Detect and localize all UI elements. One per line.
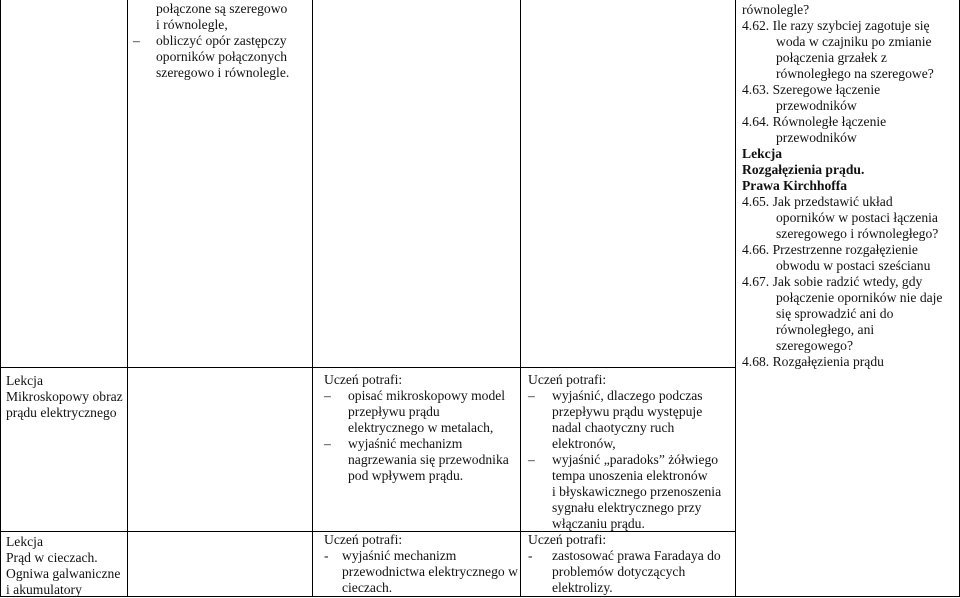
text-line: przewodników (776, 130, 857, 145)
text-line: wyjaśnić mechanizm (348, 436, 463, 451)
problem-item: 4.65. Jak przedstawić układ (742, 194, 893, 209)
column-divider (312, 0, 313, 597)
text-line: elektronów, (552, 436, 616, 451)
bullet-dash: – (133, 33, 140, 48)
text-line: przepływu prądu (348, 404, 440, 419)
text-line: połączone są szeregowo (156, 1, 288, 16)
requirements-header: Uczeń potrafi: (324, 372, 403, 387)
lesson-title-line: Ogniwa galwaniczne (6, 566, 121, 581)
lesson-label: Lekcja (742, 146, 783, 161)
column-divider (0, 0, 1, 597)
bullet-dash: – (324, 388, 331, 403)
text-line: oporników połączonych (156, 49, 287, 64)
lesson-label: Lekcja (6, 373, 43, 388)
text-line: elektrolizy. (552, 580, 613, 595)
text-line: opisać mikroskopowy model (348, 388, 506, 403)
text-line: woda w czajniku po zmianie (776, 34, 932, 49)
row-divider (0, 367, 736, 368)
text-line: pod wpływem prądu. (348, 468, 464, 483)
problem-item: 4.66. Przestrzenne rozgałęzienie (742, 242, 918, 257)
problem-item: 4.62. Ile razy szybciej zagotuje się (742, 18, 930, 33)
bullet-dash: – (528, 452, 535, 467)
lesson-title-line: i akumulatory (6, 582, 82, 597)
requirements-header: Uczeń potrafi: (324, 532, 403, 547)
lesson-title-line: Prawa Kirchhoffa (742, 178, 848, 193)
column-divider (127, 0, 128, 597)
text-line: wyjaśnić mechanizm (342, 548, 457, 563)
problem-item: 4.64. Równoległe łączenie (742, 114, 887, 129)
text-line: równoległego na szeregowe? (776, 66, 934, 81)
bullet-dash: - (324, 548, 329, 563)
lesson-title-line: Prąd w cieczach. (6, 550, 98, 565)
text-line: tempa unoszenia elektronów (552, 468, 708, 483)
text-line: się sprowadzić ani do (776, 306, 894, 321)
problem-item: 4.68. Rozgałęzienia prądu (742, 354, 884, 369)
lesson-label: Lekcja (6, 534, 43, 549)
text-line: problemów dotyczących (552, 564, 686, 579)
text-line: nadal chaotyczny ruch (552, 420, 675, 435)
text-line: i równolegle, (156, 17, 228, 32)
text-line: wyjaśnić, dlaczego podczas (552, 388, 703, 403)
lesson-title-line: prądu elektrycznego (6, 405, 117, 420)
text-line: połączenie oporników nie daje (776, 290, 943, 305)
column-divider (735, 0, 736, 597)
text-line: elektrycznego w metalach, (348, 420, 494, 435)
problem-item: 4.63. Szeregowe łączenie (742, 82, 881, 97)
requirements-header: Uczeń potrafi: (528, 532, 607, 547)
bullet-dash: - (528, 548, 533, 563)
text-line: obliczyć opór zastępczy (156, 33, 287, 48)
text-line: szeregowego? (776, 338, 853, 353)
text-line: przepływu prądu występuje (552, 404, 703, 419)
requirements-header: Uczeń potrafi: (528, 372, 607, 387)
text-line: połączenia grzałek z (776, 50, 887, 65)
column-divider (520, 0, 521, 597)
text-line: szeregowo i równolegle. (156, 65, 290, 80)
text-line: przewodników (776, 98, 857, 113)
text-line: włączaniu prądu. (552, 516, 645, 531)
text-line: równoległego, ani (776, 322, 875, 337)
text-line: nagrzewania się przewodnika (348, 452, 509, 467)
text-line: wyjaśnić „paradoks” żółwiego (552, 452, 719, 467)
lesson-title-line: Rozgałęzienia prądu. (742, 162, 865, 177)
text-line: cieczach. (342, 580, 393, 595)
text-line: obwodu w postaci sześcianu (776, 258, 931, 273)
text-line: zastosować prawa Faradaya do (552, 548, 721, 563)
text-line: szeregowego i równoległego? (776, 226, 939, 241)
text-line: i błyskawicznego przenoszenia (552, 484, 722, 499)
text-line: sygnału elektrycznego przy (552, 500, 702, 515)
text-line: oporników w postaci łączenia (776, 210, 938, 225)
bullet-dash: – (324, 436, 331, 451)
bullet-dash: – (528, 388, 535, 403)
lesson-title-line: Mikroskopowy obraz (6, 389, 123, 404)
text-line: przewodnictwa elektrycznego w (342, 564, 518, 579)
problem-item: 4.67. Jak sobie radzić wtedy, gdy (742, 274, 923, 289)
text-line: równolegle? (742, 2, 810, 17)
